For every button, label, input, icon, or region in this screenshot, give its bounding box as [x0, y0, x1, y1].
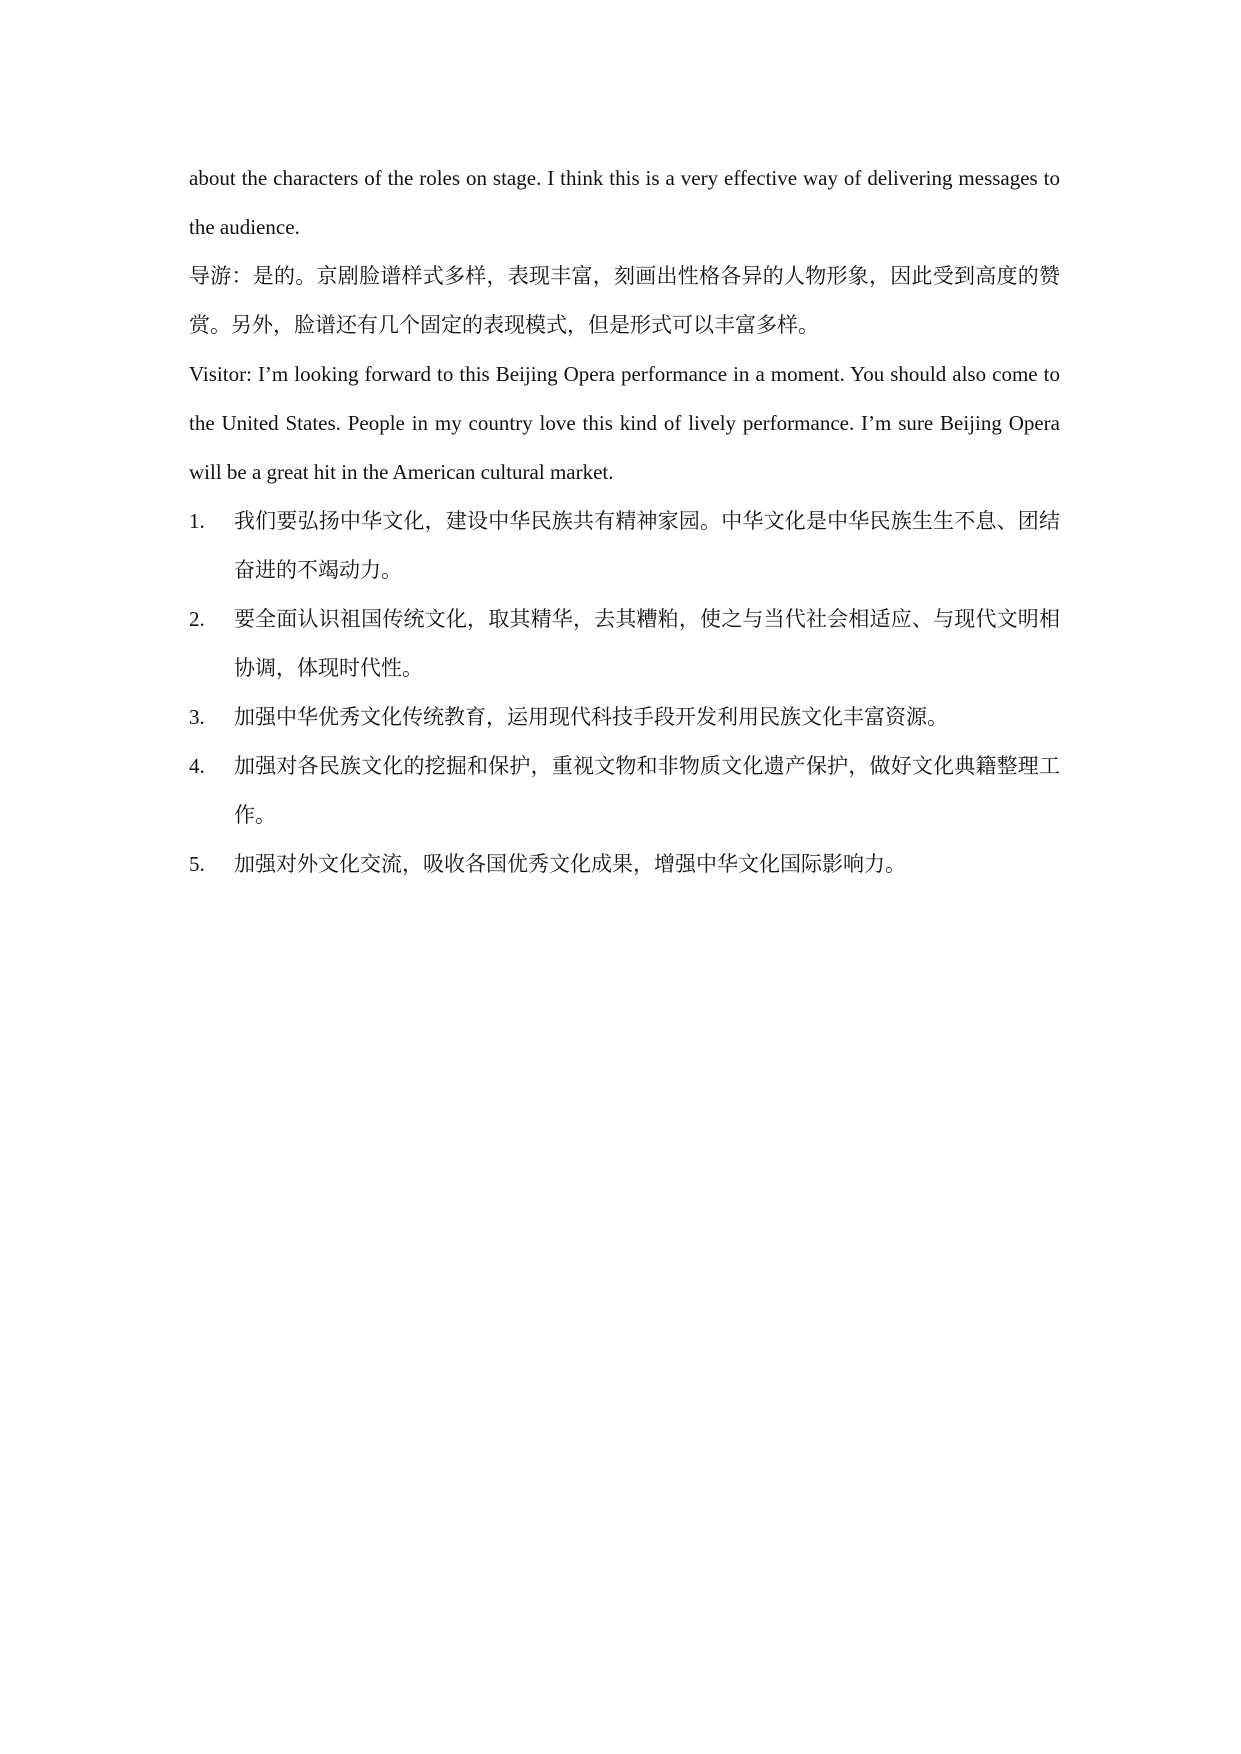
list-item-text: 加强对各民族文化的挖掘和保护，重视文物和非物质文化遗产保护，做好文化典籍整理工作。	[234, 754, 1060, 827]
list-item	[189, 497, 1060, 595]
list-item-number: 3.	[189, 705, 205, 729]
list-item-number: 4.	[189, 754, 205, 778]
paragraph-english-continuation: about the characters of the roles on stage. I think this is a very effective way of delivering messages to the audience.	[189, 166, 1060, 239]
paragraph-guide-reply: 导游：是的。京剧脸谱样式多样，表现丰富，刻画出性格各异的人物形象，因此受到高度的赞赏。另外，脸谱还有几个固定的表现模式，但是形式可以丰富多样。	[189, 264, 1060, 337]
list-item-text: 加强对外文化交流，吸收各国优秀文化成果，增强中华文化国际影响力。	[234, 852, 906, 876]
list-item-text: 加强中华优秀文化传统教育，运用现代科技手段开发利用民族文化丰富资源。	[234, 705, 948, 729]
list-item	[189, 595, 1060, 693]
numbered-list	[189, 497, 1060, 889]
document-body	[189, 154, 1060, 889]
list-item-text: 要全面认识祖国传统文化，取其精华，去其糟粕，使之与当代社会相适应、与现代文明相协调，体现时代性。	[234, 607, 1060, 680]
list-item	[189, 742, 1060, 840]
list-item-number: 5.	[189, 852, 205, 876]
list-item-number: 2.	[189, 607, 205, 631]
paragraph-visitor-reply: Visitor: I’m looking forward to this Beijing Opera performance in a moment. You should also come to the United States. People in my country love this kind of lively performance. I’m sure Beijing Opera will be a great hit in the American cultural market.	[189, 362, 1060, 484]
list-item	[189, 840, 1060, 889]
list-item	[189, 693, 1060, 742]
list-item-text: 我们要弘扬中华文化，建设中华民族共有精神家园。中华文化是中华民族生生不息、团结奋进的不竭动力。	[234, 509, 1060, 582]
list-item-number: 1.	[189, 509, 205, 533]
